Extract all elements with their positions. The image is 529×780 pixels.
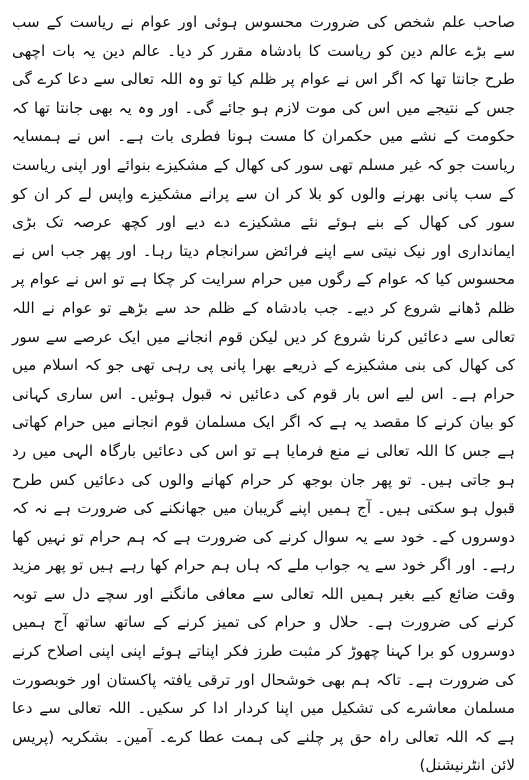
article-body-text: صاحب علم شخص کی ضرورت محسوس ہوئی اور عوام نے ریاست کے سب سے بڑے عالم دین کو ریاست کا بادشاہ مقرر کر دیا۔ عالم دین یہ بات اچھی طرح جانتا تھا کہ اگر اس نے عوام پر ظلم کیا تو وہ اللہ تعالی سے دعا کرے گی جس کے نتیجے میں اس کی موت لازم ہو جائے گی۔ اور وہ یہ بھی جانتا تھا کہ حکومت کے نشے میں حکمران کا مست ہونا فطری بات ہے۔ اس نے ہمسایہ ریاست جو کہ غیر مسلم تھی سور کی کھال کے مشکیزے بنوائے اور اپنی ریاست کے سب پانی بھرنے والوں کو بلا کر ان سے پرانے مشکیزے واپس لے کر ان کو سور کی کھال کے بنے ہوئے نئے مشکیزے دے دیے اور کچھ عرصہ تک بڑی ایمانداری اور نیک نیتی سے اپنے فرائض سرانجام دیتا رہا۔ اور پھر جب اس نے محسوس کیا کہ عوام کے رگوں میں حرام سرایت کر چکا ہے تو اس نے عوام پر ظلم ڈھانے شروع کر دیے۔ جب بادشاہ کے ظلم حد سے بڑھے تو عوام نے اللہ تعالی سے دعائیں کرنا شروع کر دیں لیکن قوم انجانے میں ایک عرصے سے سور کی کھال کی بنی مشکیزے کے ذریعے بھرا پانی پی رہی تھی جو کہ اسلام میں حرام ہے۔ اس لیے اس بار قوم کی دعائیں نہ قبول ہوئیں۔ اس ساری کہانی کو بیان کرنے کا مقصد یہ ہے کہ اگر ایک مسلمان قوم انجانے میں حرام کھاتی ہے جس کا اللہ تعالی نے منع فرمایا ہے تو اس کی دعائیں بارگاہ الہی میں رد ہو جاتی ہیں۔ تو پھر جان بوجھ کر حرام کھانے والوں کی دعائیں کس طرح قبول ہو سکتی ہیں۔ آج ہمیں اپنے گریبان میں جھانکنے کی ضرورت ہے نہ کہ دوسروں کے۔ خود سے یہ سوال کرنے کی ضرورت ہے کہ ہم حرام تو نہیں کھا رہے۔ اور اگر خود سے یہ جواب ملے کہ ہاں ہم حرام کھا رہے ہیں تو پھر مزید وقت ضائع کیے بغیر ہمیں اللہ تعالی سے معافی مانگنے اور سچے دل سے توبہ کرنے کی ضرورت ہے۔ حلال و حرام کی تمیز کرنے کے ساتھ ساتھ آج ہمیں دوسروں کو برا کہنا چھوڑ کر مثبت طرز فکر اپناتے ہوئے اپنی اپنی اصلاح کرنے کی ضرورت ہے۔ تاکہ ہم بھی خوشحال اور ترقی یافتہ پاکستان اور خوبصورت مسلمان معاشرے کی تشکیل میں اپنا کردار ادا کر سکیں۔ اللہ تعالی سے دعا ہے کہ اللہ تعالی راہ حق پر چلنے کی ہمت عطا کرے۔ آمین۔ بشکریہ (پریس لائن انٹرنیشنل) — [12, 13, 515, 775]
